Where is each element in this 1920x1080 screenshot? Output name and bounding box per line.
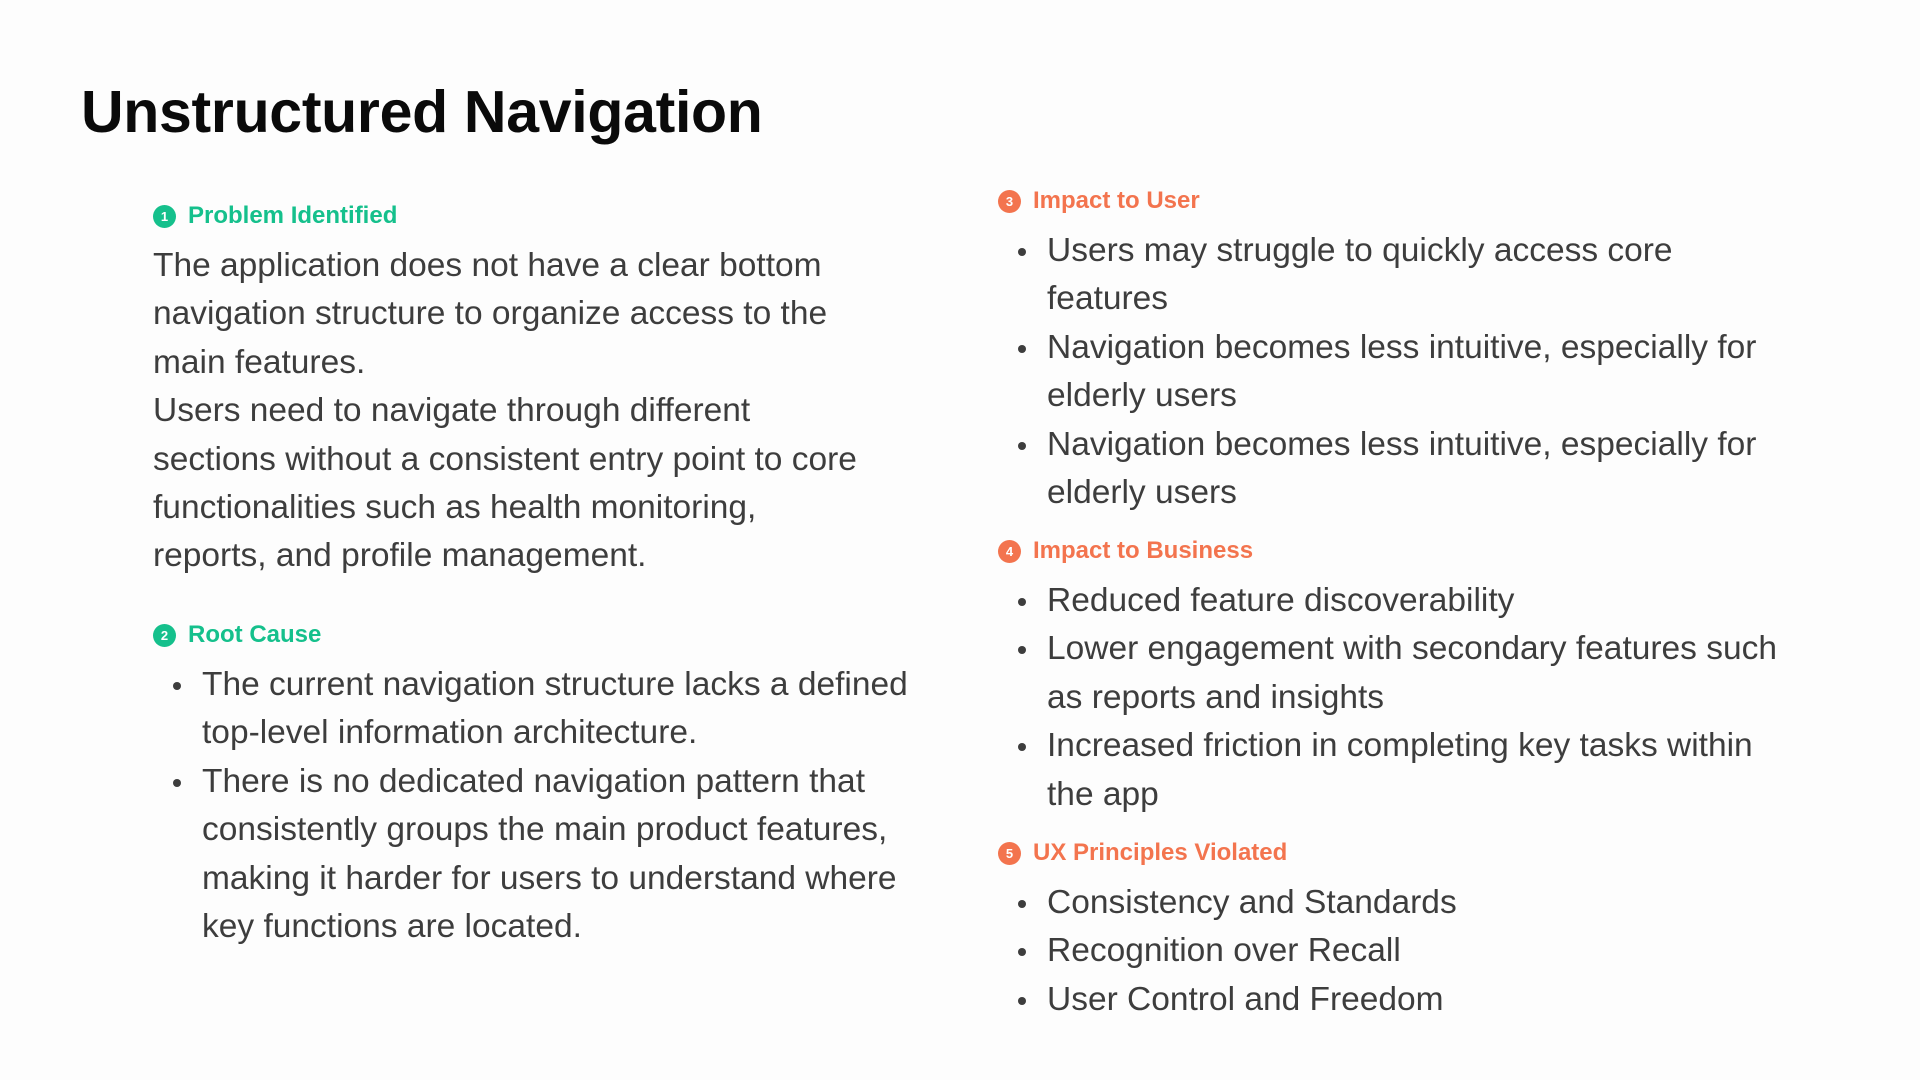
root-cause-section <box>153 619 913 951</box>
list-item: Increased friction in completing key tasks within the app <box>998 722 1778 819</box>
list-item: Consistency and Standards <box>998 879 1778 927</box>
root-cause-list <box>153 661 913 951</box>
number-two-icon: 2 <box>153 624 176 647</box>
page-title: Unstructured Navigation <box>81 79 763 145</box>
impact-to-user-title: Impact to User <box>1033 187 1200 214</box>
ux-principles-title: UX Principles Violated <box>1033 839 1288 866</box>
impact-to-business-section <box>998 535 1778 819</box>
problem-paragraph: Users need to navigate through different sections without a consistent entry point to core functionalities such as health monitoring, reports, and profile management. <box>153 392 857 575</box>
problem-description <box>153 242 873 581</box>
list-item: Recognition over Recall <box>998 927 1778 975</box>
impact-to-business-heading <box>998 535 1778 567</box>
list-item: Lower engagement with secondary features such as reports and insights <box>998 625 1778 722</box>
impact-to-business-list <box>998 577 1778 819</box>
problem-paragraph: The application does not have a clear bottom navigation structure to organize access to the main features. <box>153 247 828 381</box>
list-item: Users may struggle to quickly access core features <box>998 227 1778 324</box>
ux-principles-list <box>998 879 1778 1024</box>
number-five-icon: 5 <box>998 842 1021 865</box>
number-one-icon: 1 <box>153 205 176 228</box>
list-item: Navigation becomes less intuitive, especially for elderly users <box>998 421 1778 518</box>
list-item: Navigation becomes less intuitive, especially for elderly users <box>998 324 1778 421</box>
list-item: There is no dedicated navigation pattern that consistently groups the main product features, making it harder for users to understand where key functions are located. <box>153 758 913 952</box>
list-item: Reduced feature discoverability <box>998 577 1778 625</box>
problem-identified-title: Problem Identified <box>188 202 398 229</box>
impact-to-user-list <box>998 227 1778 517</box>
impact-to-user-heading <box>998 185 1778 217</box>
ux-principles-heading <box>998 837 1778 869</box>
root-cause-heading <box>153 619 913 651</box>
list-item: The current navigation structure lacks a defined top-level information architecture. <box>153 661 913 758</box>
impact-to-user-section <box>998 185 1778 517</box>
problem-identified-section <box>153 200 873 581</box>
number-three-icon: 3 <box>998 190 1021 213</box>
ux-principles-section <box>998 837 1778 1024</box>
impact-to-business-title: Impact to Business <box>1033 537 1254 564</box>
problem-identified-heading <box>153 200 873 232</box>
number-four-icon: 4 <box>998 540 1021 563</box>
list-item: User Control and Freedom <box>998 976 1778 1024</box>
root-cause-title: Root Cause <box>188 621 322 648</box>
